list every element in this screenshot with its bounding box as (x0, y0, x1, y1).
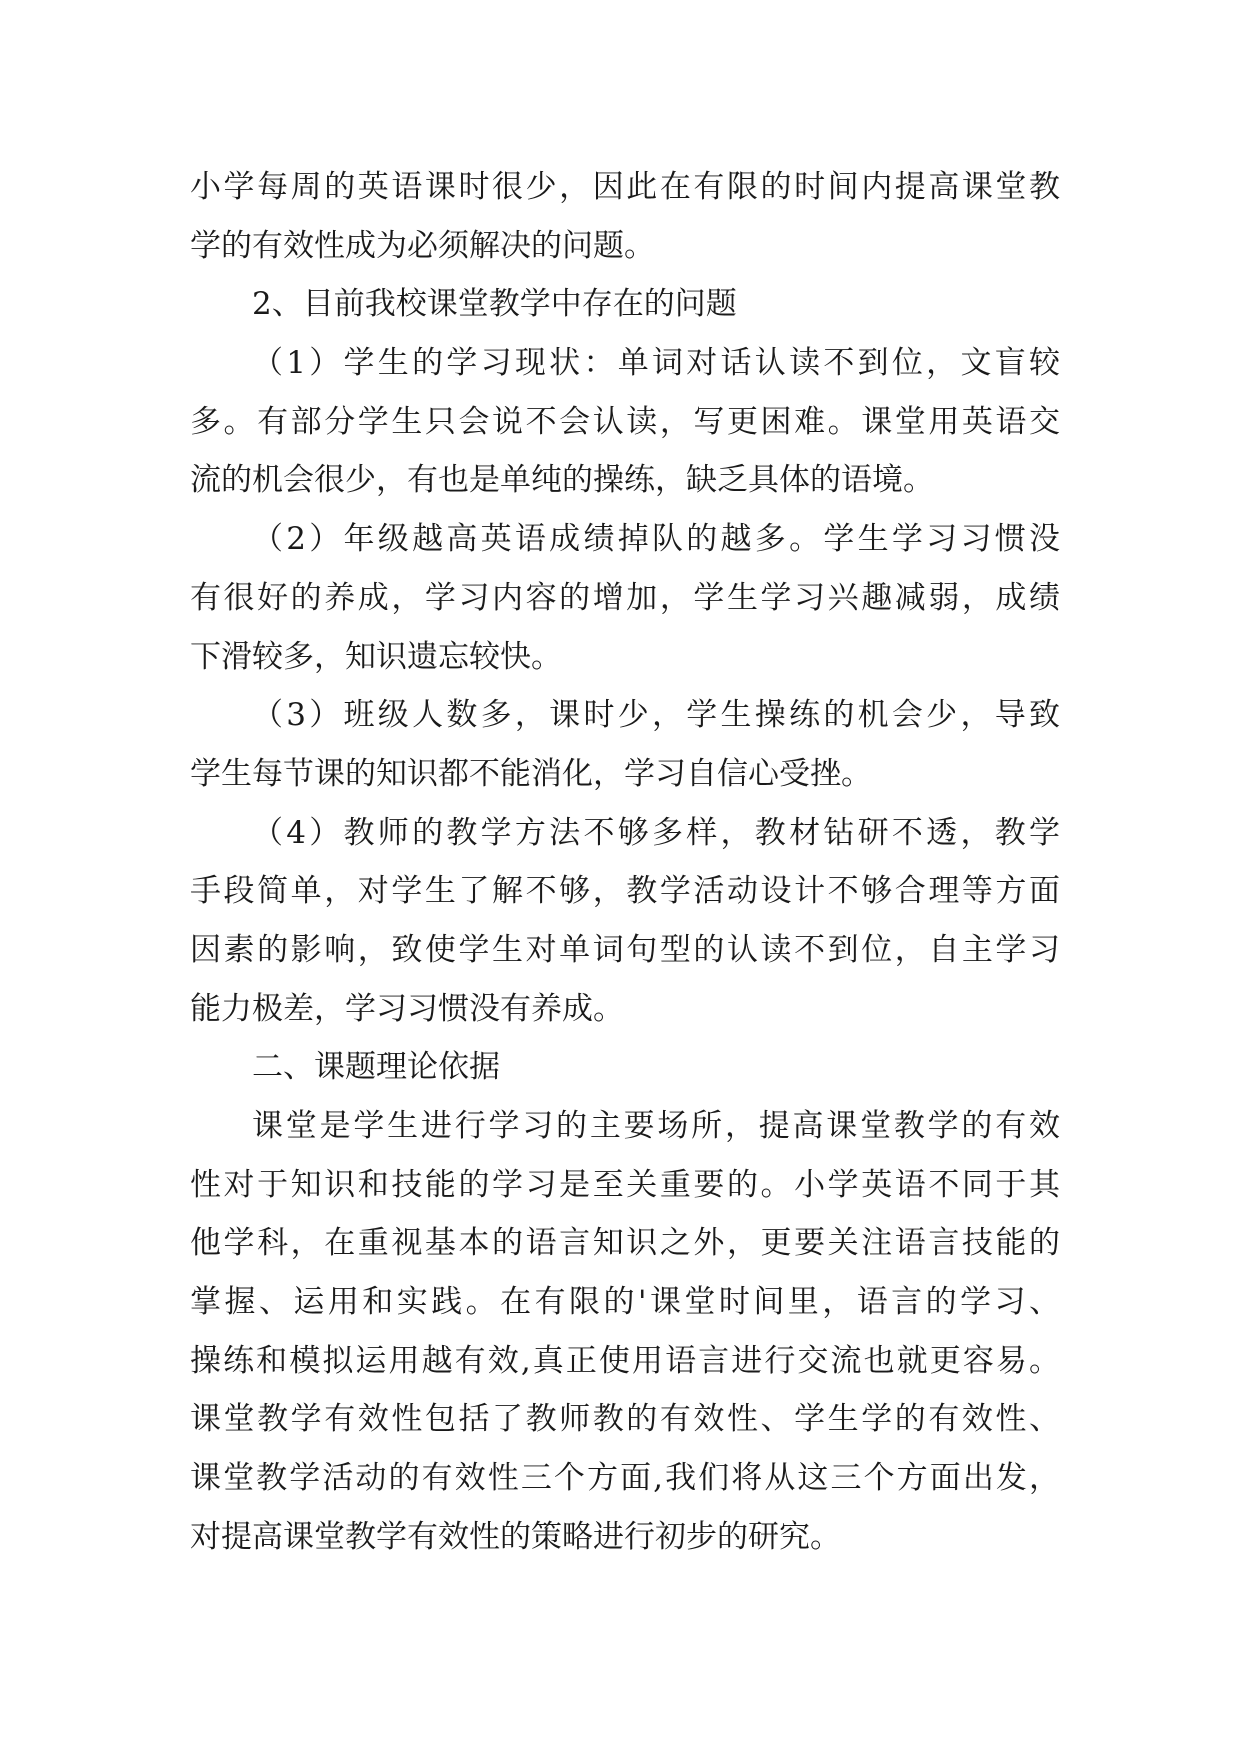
body-line: 性对于知识和技能的学习是至关重要的。小学英语不同于其 (190, 1166, 1060, 1203)
body-line: 多。有部分学生只会说不会认读，写更困难。课堂用英语交 (190, 403, 1060, 440)
body-line: 小学每周的英语课时很少，因此在有限的时间内提高课堂教 (190, 169, 1060, 205)
body-line: 手段简单，对学生了解不够，教学活动设计不够合理等方面 (190, 873, 1060, 910)
body-line: 有很好的养成，学习内容的增加，学生学习兴趣减弱，成绩 (190, 579, 1060, 616)
body-line: （4）教师的教学方法不够多样，教材钻研不透，教学 (252, 814, 1060, 851)
body-line: 课堂教学活动的有效性三个方面,我们将从这三个方面出发， (190, 1460, 1060, 1497)
document-page (190, 158, 1060, 1567)
body-line: 操练和模拟运用越有效,真正使用语言进行交流也就更容易。 (190, 1342, 1060, 1379)
body-line: 对提高课堂教学有效性的策略进行初步的研究。 (190, 1518, 841, 1555)
body-line: 学生每节课的知识都不能消化，学习自信心受挫。 (190, 755, 872, 792)
section-heading: 2、目前我校课堂教学中存在的问题 (252, 286, 737, 323)
section-heading: 二、课题理论依据 (252, 1049, 500, 1086)
body-line: （2）年级越高英语成绩掉队的越多。学生学习习惯没 (252, 521, 1060, 558)
body-line: 他学科，在重视基本的语言知识之外，更要关注语言技能的 (190, 1225, 1060, 1262)
body-line: （3）班级人数多，课时少，学生操练的机会少，导致 (252, 697, 1060, 734)
body-line: 因素的影响，致使学生对单词句型的认读不到位，自主学习 (190, 931, 1060, 968)
body-line: 课堂教学有效性包括了教师教的有效性、学生学的有效性、 (190, 1401, 1060, 1438)
body-line: 课堂是学生进行学习的主要场所，提高课堂教学的有效 (252, 1108, 1060, 1144)
body-line: 下滑较多，知识遗忘较快。 (190, 638, 562, 675)
body-line: 能力极差，学习习惯没有养成。 (190, 990, 624, 1027)
body-line: 掌握、运用和实践。在有限的'课堂时间里，语言的学习、 (190, 1284, 1060, 1321)
body-line: 流的机会很少，有也是单纯的操练，缺乏具体的语境。 (190, 462, 934, 499)
body-line: 学的有效性成为必须解决的问题。 (190, 227, 655, 264)
body-line: （1）学生的学习现状：单词对话认读不到位，文盲较 (252, 345, 1060, 382)
